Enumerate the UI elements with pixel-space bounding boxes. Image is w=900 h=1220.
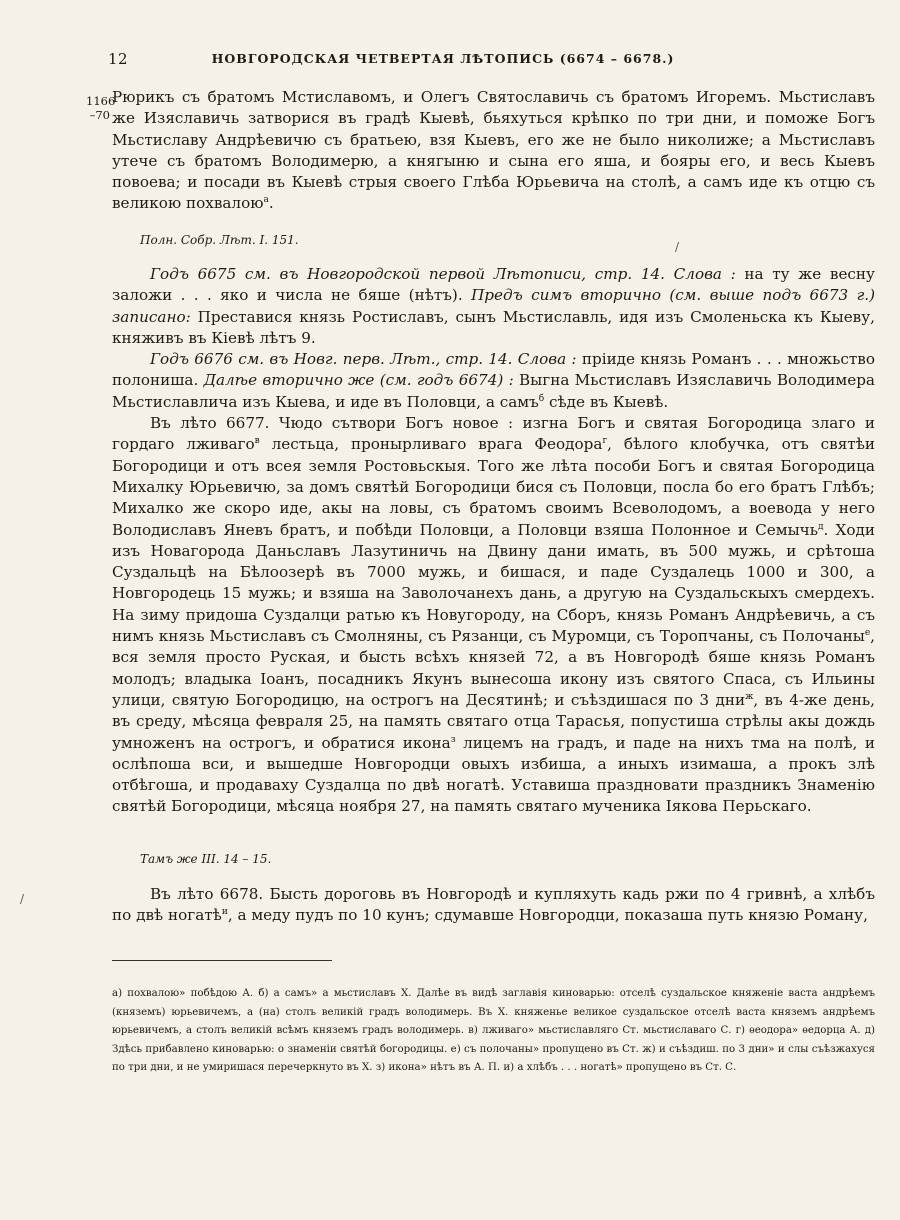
paragraph-text: Рюрикъ съ братомъ Мстиславомъ, и Олегъ Святославичь съ братомъ Игоремъ. Мьстиславъ же Изяславичь затворися въ градѣ Кыевѣ, бьяхуться крѣпко по три дни, и поможе Богъ Мьстиславу Андрѣевичю съ братьею, взя Кыевъ, его же не было николиже; а Мьстиславъ утече съ братомъ Володимерю, а княгыню и сына его яша, и бояры его, и весь Кыевъ повоева; и посади въ Кыевѣ стрыя своего Глѣба Юрьевича на столѣ, а самъ иде къ отцю съ великою похвалою [112,88,875,213]
footnote-marker: ж [745,691,754,702]
footnote-marker: и [221,907,228,918]
paragraph-text: лестьца, пронырливаго врага Феодора [259,435,603,454]
paragraph-5 [112,884,875,927]
page-title: НОВГОРОДСКАЯ ЧЕТВЕРТАЯ ЛѢТОПИСЬ (6674 – 6678.) [211,51,675,66]
margin-year-top: 1166 [86,94,116,108]
paragraph-text: , бѣлого клобучка, отъ святѣи Богородици и отъ всея земля Ростовьскыя. Того же лѣта пособи Богъ и святая Богородица Михалку Юрьевичю, за домъ святѣй Богородици бися съ Половци, посла бо его братъ Глѣбъ; Михалко же скоро иде, акы на ловы, съ братомъ своимъ Всеволодомъ, а воевода у него Володиславъ Яневъ братъ, и побѣди Половци, а Половци взяша Полонное и Семычь [112,435,875,539]
footnote-divider [112,960,332,961]
editorial-note: Годъ 6675 см. въ Новгородской первой Лѣтописи, стр. 14. Слова : [150,265,736,283]
paragraph-text: Выгна Мьстиславъ Изяславичь Володимера Мьстиславлича изъ Кыева, и иде въ Половци, а самъ [112,371,875,411]
paragraph-text: лицемъ на градъ, и паде на нихъ тма на полѣ, и ослѣпоша вси, и вышедше Новгородци овыхъ избиша, а иныхъ изимаша, а прокъ злѣ отбѣгоша, и продаваху Суздалца по двѣ ногатѣ. Уставиша праздновати праздникъ Знаменiю святѣй Богородици, мѣсяца ноября 27, на память святаго мученика Іякова Перьскаго. [112,733,875,816]
margin-year [86,94,116,122]
footnote-marker: а [263,195,269,206]
paragraph-text: Преставися князь Ростиславъ, сынъ Мьстиславль, идя изъ Смоленьска къ Кыеву, княживъ въ Кіевѣ лѣтъ 9. [112,307,875,347]
paragraph-text: Въ лѣто 6678. Бысть дороговь въ Новгородѣ и купляхуть кадь ржи по 4 гривнѣ, а хлѣбъ по двѣ ногатѣ [112,885,875,925]
paragraph-text: , въ 4-же день, въ среду, мѣсяца февраля 25, на память святаго отца Тарасья, попустиша стрѣлы акы дождь умноженъ на острогъ, и обратися икона [112,690,875,752]
paragraph-text: прiиде князь Романъ . . . множьство полониша. [112,350,875,390]
paragraph-text: , вся земля просто Руская, и бысть всѣхъ князей 72, а въ Новгородѣ бяше князь Романъ молодъ; владыка Іоанъ, посадникъ Якунъ вынесоша икону изъ святого Спаса, съ Ильины улици, святую Богородицю, на острогъ на Десятинѣ; и съѣздишася по 3 дни [112,627,875,709]
footnote-marker: д [817,521,824,532]
footnote-marker: в [254,436,260,447]
paragraph-text: сѣде въ Кыевѣ. [544,392,669,411]
margin-slash: / [20,892,25,906]
editorial-note: Предъ симъ вторично (см. выше подъ 6673 г.) записано: [112,286,876,326]
margin-slash: / [675,240,680,254]
editorial-note: Годъ 6676 см. въ Новг. перв. Лѣт., стр. 14. Слова : [150,350,577,369]
footnotes: а) похвалою» побѣдою А. б) а самъ» а мьстиславъ Х. Далѣе въ видѣ заглавія киноварью: отселѣ суздальское княженiе васта андрѣемъ (княземъ) юрьевичемъ, а (на) столъ великiй градъ володимерь. Въ Х. княженье великое суздальское отселѣ васта княземъ андрѣемъ юрьевичемъ, а столъ великiй всѣмъ княземъ градъ володимерь. в) лживаго» мьстиславляго Ст. мьстиславаго С. г) ѳеодора» ѳедорца А. д) Здѣсь прибавлено киноварью: о знаменiи святѣй богородицы. е) съ полочаны» пропущено въ Ст. ж) и съѣздиш. по 3 дни» и слы съѣзжахуся по три дни, и не умиришася перечеркнуто въ Х. з) икона» нѣтъ въ А. П. и) а хлѣбъ . . . ногатѣ» пропущено въ Ст. С. [112,988,875,1073]
paragraph-text: , а меду пудъ по 10 кунъ; сдумавше Новгородци, показаша путь князю Роману, [227,906,868,925]
paragraph-2 [112,264,875,818]
source-reference: Тамъ же III. 14 – 15. [140,852,272,866]
footnote-marker: г [602,436,608,447]
source-reference: Полн. Собр. Лѣт. I. 151. [140,233,299,247]
editorial-note: Далѣе вторично же (см. годъ 6674) : [203,371,514,390]
paragraph-text: Въ лѣто 6677. Чюдо сътвори Богъ новое : изгна Богъ и святая Богородица злаго и гордаго лживаго [112,414,875,454]
paragraph-1: Рюрикъ съ братомъ Мстиславомъ, и Олегъ Святославичь съ братомъ Игоремъ. Мьстиславъ же Изяславичь затворися въ градѣ Кыевѣ, бьяхуться крѣпко по три дни, и поможе Богъ Мьстиславу Андрѣевичю съ братьею, взя Кыевъ, его же не было николиже; а Мьстиславъ утече съ братомъ Володимерю, а княгыню и сына его яша, и бояры его, и весь Кыевъ повоева; и посади въ Кыевѣ стрыя своего Глѣба Юрьевича на столѣ, а самъ иде къ отцю съ великою похвалою$^а$. [112,88,875,213]
page-number: 12 [108,50,129,68]
footnote-marker: з [450,734,456,745]
footnote-marker: б [538,393,545,404]
paragraph-text: на ту же весну заложи . . . яко и числа не бяше (нѣтъ). [112,265,875,305]
footnote-marker: е [864,627,871,638]
paragraph-text: . Ходи изъ Новагорода Даньславъ Лазутиничь на Двину дани имать, въ 500 мужь, и срѣтоша Суздальцѣ на Бѣлоозерѣ въ 7000 мужь, и бишася, и паде Суздалець 1000 и 300, а Новгородець 15 мужь; и взяша на Заволочанехъ дань, а другую на Суздальскыхъ смердехъ. На зиму придоша Суздалци ратью къ Новугороду, на Сборъ, князь Романъ Андрѣевичь, а съ нимъ князь Мьстиславъ съ Смолняны, съ Рязанци, съ Муромци, съ Торопчаны, съ Полочаны [112,520,875,646]
margin-year-bottom: –70 [89,108,110,122]
